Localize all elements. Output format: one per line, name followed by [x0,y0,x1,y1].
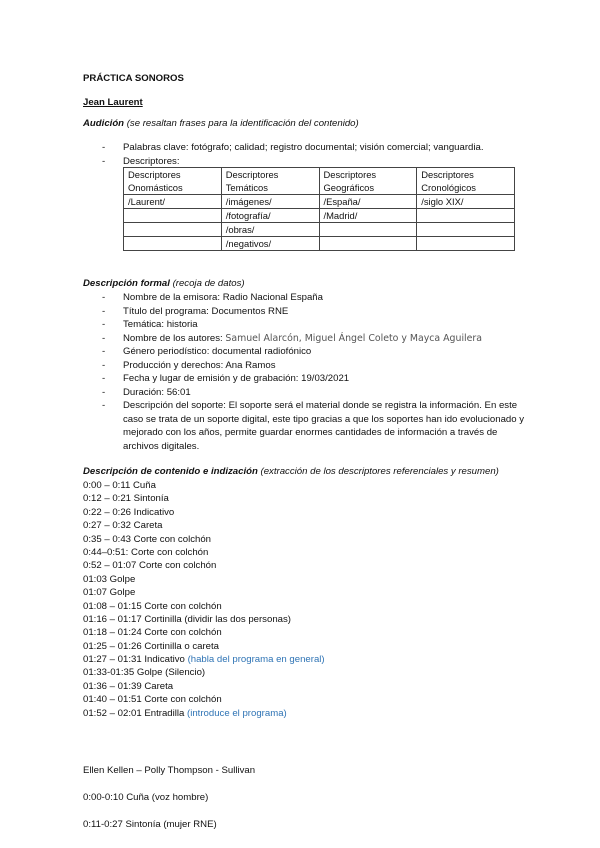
second-line-2: 0:11-0:27 Sintonía (mujer RNE) [83,819,217,830]
audicion-list [87,141,484,168]
audicion-heading-line [83,117,359,131]
list-item: 01:08 – 01:15 Corte con colchón [83,600,222,612]
list-item: 0:44–0:51: Corte con colchón [83,546,209,558]
list-item: - Producción y derechos: Ana Ramos [87,359,527,373]
table-cell: /España/ [319,195,417,209]
table-header-cell: Descriptores Temáticos [221,168,319,195]
indicativo-note: (habla del programa en general) [187,654,325,666]
list-item: - Nombre de la emisora: Radio Nacional España [87,291,527,305]
list-item: - Palabras clave: fotógrafo; calidad; registro documental; visión comercial; vanguardia. [87,141,484,155]
table-cell [124,237,222,251]
list-item: - Descripción del soporte: El soporte será el material donde se registra la información. En este caso se trata de un soporte digital, este tipo gracias a que los soportes han ido evolucionado y mejorado con los años, permite guardar enormes cantidades de información a través de archivos digitales. [87,399,527,453]
formal-note: (recoja de datos) [172,278,245,289]
autores-value: Samuel Alarcón, Miguel Ángel Coleto y Mayca Aguilera [225,332,483,344]
list-item: 01:25 – 01:26 Cortinilla o careta [83,640,219,652]
table-cell [417,237,515,251]
descriptors-table [123,167,515,251]
contenido-note: (extracción de los descriptores referenciales y resumen) [260,466,499,477]
list-item: - Temática: historia [87,318,527,332]
audicion-note: (se resaltan frases para la identificación del contenido) [126,118,359,129]
table-cell: /fotografía/ [221,209,319,223]
list-item: 0:35 – 0:43 Corte con colchón [83,533,212,545]
list-item: 0:00 – 0:11 Cuña [83,480,156,491]
list-item: - Título del programa: Documentos RNE [87,305,527,319]
list-item: - Descriptores: [87,155,484,169]
table-cell: /obras/ [221,223,319,237]
table-row [124,223,515,237]
entradilla-note: (introduce el programa) [187,707,287,719]
second-line-1: 0:00-0:10 Cuña (voz hombre) [83,792,209,803]
table-cell [417,223,515,237]
list-item: - Fecha y lugar de emisión y de grabación: 19/03/2021 [87,372,527,386]
list-item: 0:52 – 01:07 Corte con colchón [83,560,217,572]
autores-label: Nombre de los autores: [123,332,223,344]
list-item: 01:03 Golpe [83,573,136,585]
table-row [124,237,515,251]
second-section-title: Ellen Kellen – Polly Thompson - Sullivan [83,765,256,776]
list-item: 0:27 – 0:32 Careta [83,520,163,532]
list-item: 01:16 – 01:17 Cortinilla (dividir las dos personas) [83,613,291,625]
table-cell: /negativos/ [221,237,319,251]
formal-heading: Descripción formal [83,278,170,289]
timeline-list [83,479,325,720]
table-cell [319,223,417,237]
list-item: - Género periodístico: documental radiofónico [87,345,527,359]
list-item: 01:40 – 01:51 Corte con colchón [83,694,222,706]
list-item: 01:36 – 01:39 Careta [83,680,174,692]
table-header-cell: Descriptores Onomásticos [124,168,222,195]
table-cell [319,237,417,251]
list-item: 01:27 – 01:31 Indicativo (habla del programa en general) [83,654,325,666]
table-cell: /Madrid/ [319,209,417,223]
contenido-heading: Descripción de contenido e indización [83,466,258,477]
audicion-heading: Audición [83,118,125,129]
table-row [124,195,515,209]
table-cell [417,209,515,223]
table-cell: /imágenes/ [221,195,319,209]
table-cell: /Laurent/ [124,195,222,209]
list-item: 01:07 Golpe [83,587,136,599]
list-item: 01:33-01:35 Golpe (Silencio) [83,667,206,679]
list-item: 0:22 – 0:26 Indicativo [83,506,175,518]
table-header-cell: Descriptores Cronológicos [417,168,515,195]
table-header-cell: Descriptores Geográficos [319,168,417,195]
table-cell [124,209,222,223]
formal-heading-line [83,277,245,291]
table-cell [124,223,222,237]
document-title: PRÁCTICA SONOROS [83,73,184,84]
document-subtitle: Jean Laurent [83,97,143,108]
list-item: 01:52 – 02:01 Entradilla (introduce el programa) [83,707,287,719]
list-item [87,332,527,346]
formal-list [87,291,527,453]
list-item: - Duración: 56:01 [87,386,527,400]
list-item: 0:12 – 0:21 Sintonía [83,493,169,505]
contenido-heading-line [83,465,499,479]
table-cell: /siglo XIX/ [417,195,515,209]
list-item: 01:18 – 01:24 Corte con colchón [83,627,222,639]
table-row [124,209,515,223]
table-header-row [124,168,515,195]
